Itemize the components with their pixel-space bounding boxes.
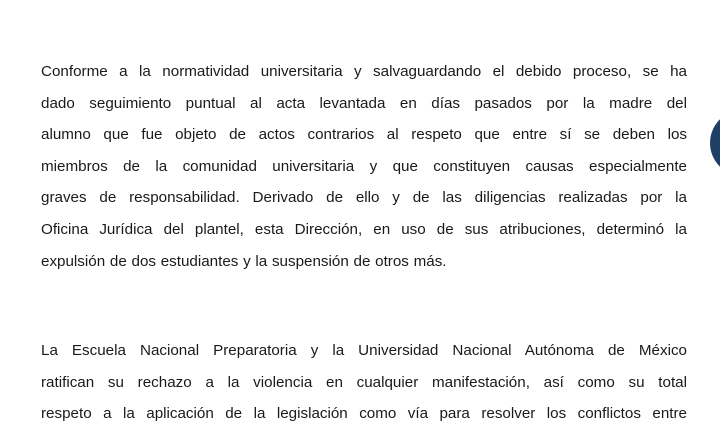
paragraph-line: alumno que fue objeto de actos contrarios al respeto que entre sí se deben los xyxy=(41,126,687,144)
paragraph-line: dado seguimiento puntual al acta levantada en días pasados por la madre del xyxy=(41,94,687,112)
paragraph-line: Conforme a la normatividad universitaria y salvaguardando el debido proceso, se ha xyxy=(41,63,687,80)
paragraph-line: graves de responsabilidad. Derivado de ello y de las diligencias realizadas por la xyxy=(41,189,687,207)
paragraph-institutional-statement xyxy=(41,335,687,430)
paragraph-line: Oficina Jurídica del plantel, esta Dirección, en uso de sus atribuciones, determinó la xyxy=(41,220,687,238)
paragraph-disciplinary-decision xyxy=(41,56,687,277)
paragraph-line: ratifican su rechazo a la violencia en cualquier manifestación, así como su total xyxy=(41,373,687,391)
paragraph-line: miembros de la comunidad universitaria y que constituyen causas especialmente xyxy=(41,157,687,175)
paragraph-line: respeto a la aplicación de la legislación como vía para resolver los conflictos entre xyxy=(41,405,687,423)
paragraph-line: expulsión de dos estudiantes y la suspensión de otros más. xyxy=(41,252,447,270)
paragraph-line: La Escuela Nacional Preparatoria y la Universidad Nacional Autónoma de México xyxy=(41,342,687,359)
floating-edge-tab[interactable] xyxy=(710,110,720,176)
